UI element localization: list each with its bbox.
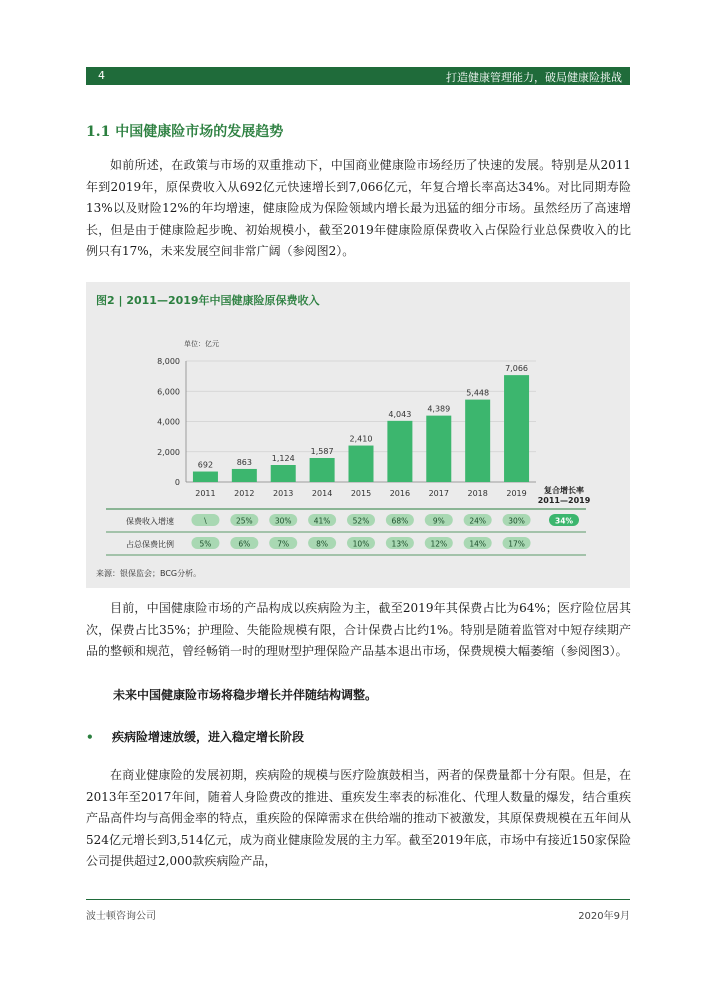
row-pill-value: 6%: [238, 539, 251, 549]
y-tick-label: 8,000: [157, 357, 180, 366]
bar-value-label: 1,124: [271, 453, 295, 463]
x-tick-label: 2016: [389, 489, 411, 498]
row-pill-value: 13%: [391, 539, 409, 549]
y-tick-label: 2,000: [157, 447, 180, 457]
bar-value-label: 2,410: [349, 434, 373, 444]
row-pill-value: 52%: [352, 516, 370, 526]
row-pill-value: 30%: [508, 516, 525, 526]
bar-2012: [232, 469, 257, 482]
page-header: [86, 67, 630, 85]
row-pill-value: 68%: [391, 516, 409, 526]
key-finding: 未来中国健康险市场将稳步增长并伴随结构调整。: [113, 688, 378, 702]
bar-value-label: 692: [197, 460, 214, 470]
page-number: 4: [98, 69, 105, 82]
footer-divider: [86, 899, 630, 900]
bullet-heading: [86, 728, 304, 745]
x-tick-label: 2013: [273, 489, 294, 498]
cagr-value: 34%: [555, 516, 573, 526]
row-pill-value: 9%: [432, 516, 445, 526]
figure-source: 来源：银保监会；BCG分析。: [96, 569, 202, 578]
row-pill-value: 17%: [508, 539, 525, 549]
y-tick-label: 0: [174, 478, 180, 487]
x-tick-label: 2014: [311, 489, 333, 498]
paragraph-disease-insurance: 在商业健康险的发展初期，疾病险的规模与医疗险旗鼓相当，两者的保费量都十分有限。但是，在2013年至2017年间，随着人身险费改的推进、重疾发生率表的标准化、代理人数量的爆发，结合重疾产品高件均与高佣金率的特点，重疾险的保障需求在供给端的推动下被激发，其原保费规模在五年间从524亿元增长到3,514亿元，成为商业健康险发展的主力军。截至2019年底，市场中有接近150家保险公司提供超过2,000款疾病险产品，: [86, 768, 631, 868]
x-tick-label: 2019: [506, 489, 527, 498]
bar-value-label: 4,389: [427, 404, 451, 414]
figure-2: [86, 282, 630, 588]
bar-2016: [387, 421, 412, 482]
y-tick-label: 6,000: [157, 387, 180, 397]
row-pill-value: 7%: [277, 539, 290, 549]
row-pill-value: 5%: [199, 539, 212, 549]
header-title: 打造健康管理能力，破局健康险挑战: [446, 71, 622, 84]
bar-2013: [271, 465, 296, 482]
row-pill-value: 30%: [274, 516, 292, 526]
row-pill-value: \: [204, 516, 207, 526]
bar-value-label: 4,043: [388, 409, 412, 419]
row-pill-value: 8%: [316, 539, 329, 549]
bullet-dot-icon: •: [86, 730, 94, 744]
row-pill-value: 10%: [352, 539, 370, 549]
bar-2018: [465, 400, 490, 482]
x-tick-label: 2012: [234, 489, 255, 498]
bar-2019: [504, 375, 529, 482]
bar-2017: [426, 416, 451, 482]
bar-value-label: 863: [236, 457, 252, 467]
bar-2014: [310, 458, 335, 482]
cagr-header-line2: 2011—2019: [537, 496, 591, 505]
unit-label: 单位：亿元: [184, 340, 219, 348]
x-tick-label: 2011: [195, 489, 216, 498]
x-tick-label: 2017: [428, 489, 449, 498]
row-pill-value: 12%: [430, 539, 448, 549]
cagr-header-line1: 复合增长率: [544, 486, 584, 495]
row-pill-value: 25%: [235, 516, 253, 526]
section-title: 1.1 中国健康险市场的发展趋势: [86, 124, 284, 140]
row-label: 保费收入增速: [126, 517, 174, 526]
figure-title: 图2 | 2011—2019年中国健康险原保费收入: [96, 294, 320, 307]
paragraph-intro: 如前所述，在政策与市场的双重推动下，中国商业健康险市场经历了快速的发展。特别是从2011年到2019年，原保费收入从692亿元快速增长到7,066亿元，年复合增长率高达34%。对比同期寿险13%以及财险12%的年均增速，健康险成为保险领域内增长最为迅猛的细分市场。虽然经历了高速增长，但是由于健康险起步晚、初始规模小，截至2019年健康险原保费收入占保险行业总保费收入的比例只有17%，未来发展空间非常广阔（参阅图2）。: [86, 158, 631, 258]
bar-value-label: 5,448: [466, 388, 490, 398]
paragraph-structure: 目前，中国健康险市场的产品构成以疾病险为主，截至2019年其保费占比为64%；医疗险位居其次，保费占比35%；护理险、失能险规模有限，合计保费占比约1%。特别是随着监管对中短存续期产品的整顿和规范，曾经畅销一时的理财型护理保险产品基本退出市场，保费规模大幅萎缩（参阅图3）。: [86, 601, 631, 658]
row-pill-value: 24%: [469, 516, 487, 526]
x-tick-label: 2018: [467, 489, 488, 498]
footer-publisher: 波士顿咨询公司: [86, 911, 156, 922]
row-label: 占总保费比例: [126, 540, 174, 549]
premium-income-chart: [86, 282, 630, 588]
bar-value-label: 7,066: [505, 364, 529, 374]
y-tick-label: 4,000: [157, 417, 180, 427]
bar-2015: [349, 446, 374, 482]
bar-2011: [193, 472, 218, 482]
bar-value-label: 1,587: [310, 446, 334, 456]
footer-date: 2020年9月: [578, 911, 630, 922]
x-tick-label: 2015: [350, 489, 372, 498]
row-pill-value: 41%: [313, 516, 331, 526]
bullet-text: 疾病险增速放缓，进入稳定增长阶段: [112, 730, 305, 744]
row-pill-value: 14%: [469, 539, 487, 549]
